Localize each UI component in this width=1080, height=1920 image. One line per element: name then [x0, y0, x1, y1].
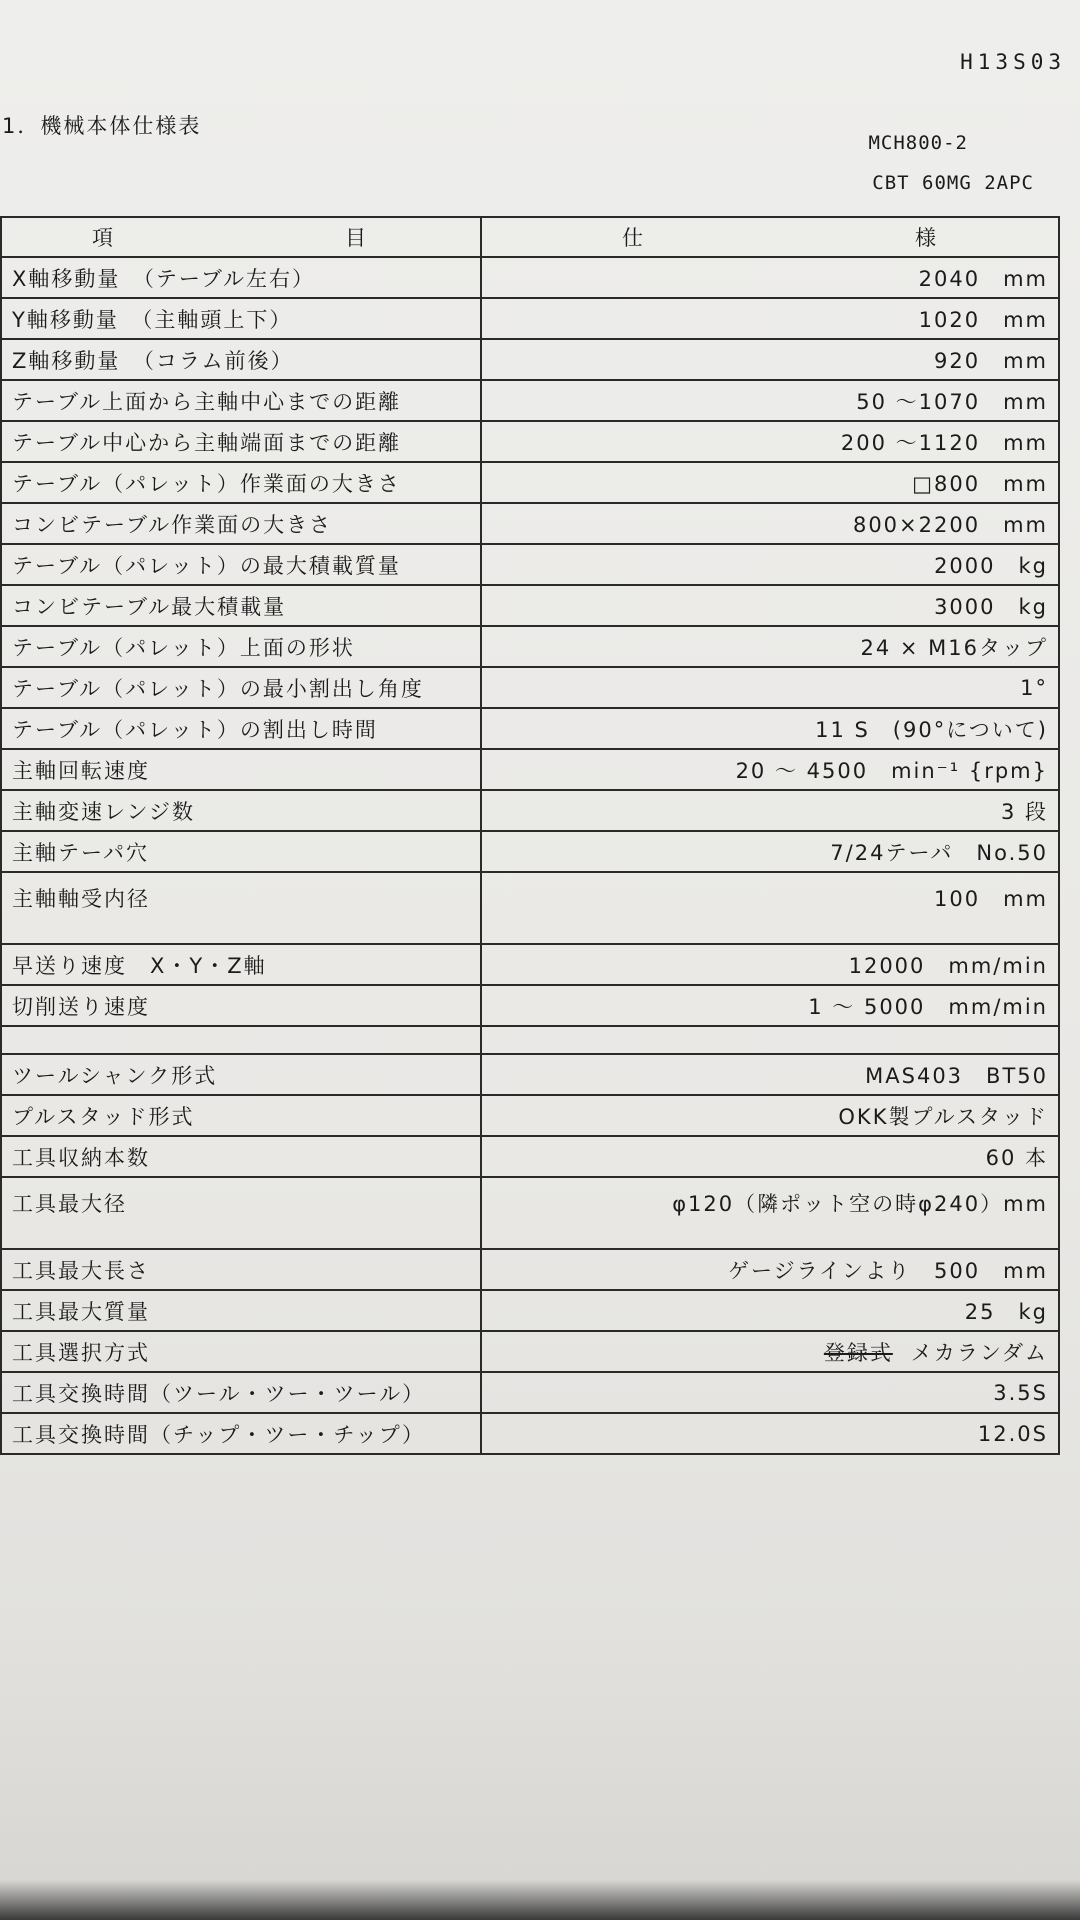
item-label: X軸移動量 （テーブル左右） — [1, 257, 481, 298]
table-row — [1, 749, 1059, 790]
item-value: 登録式 メカランダム — [481, 1331, 1059, 1372]
table-row — [1, 1249, 1059, 1290]
item-value: 25 kg — [481, 1290, 1059, 1331]
table-row — [1, 1372, 1059, 1413]
item-value: 2000 kg — [481, 544, 1059, 585]
item-value: 800×2200 mm — [481, 503, 1059, 544]
item-value: 100 mm — [481, 872, 1059, 944]
table-row — [1, 667, 1059, 708]
item-value: 50 〜1070 mm — [481, 380, 1059, 421]
item-label: 切削送り速度 — [1, 985, 481, 1026]
table-row — [1, 1136, 1059, 1177]
item-value: ゲージラインより 500 mm — [481, 1249, 1059, 1290]
page-edge-shadow — [0, 1880, 1080, 1920]
table-row — [1, 1054, 1059, 1095]
item-label: 早送り速度 X・Y・Z軸 — [1, 944, 481, 985]
table-header-row — [1, 217, 1059, 257]
spec-table — [0, 216, 1060, 1455]
item-value: 12000 mm/min — [481, 944, 1059, 985]
table-row — [1, 1290, 1059, 1331]
item-label: コンビテーブル作業面の大きさ — [1, 503, 481, 544]
item-value: □800 mm — [481, 462, 1059, 503]
table-row — [1, 1331, 1059, 1372]
table-row — [1, 1095, 1059, 1136]
model-variant: CBT 60MG 2APC — [872, 172, 1034, 194]
item-value: 1° — [481, 667, 1059, 708]
item-label: 工具最大長さ — [1, 1249, 481, 1290]
column-header-spec: 仕 様 — [481, 217, 1059, 257]
table-row — [1, 626, 1059, 667]
item-value: 3 段 — [481, 790, 1059, 831]
table-row — [1, 421, 1059, 462]
item-label: コンビテーブル最大積載量 — [1, 585, 481, 626]
item-label: Y軸移動量 （主軸頭上下） — [1, 298, 481, 339]
item-value: 20 〜 4500 min⁻¹ {rpm} — [481, 749, 1059, 790]
item-value: 2040 mm — [481, 257, 1059, 298]
item-label: 工具収納本数 — [1, 1136, 481, 1177]
struck-value: 登録式 — [823, 1340, 893, 1365]
item-label: テーブル（パレット）上面の形状 — [1, 626, 481, 667]
item-label: 工具最大質量 — [1, 1290, 481, 1331]
item-value: 11 S (90°について) — [481, 708, 1059, 749]
section-title: 1．機械本体仕様表 — [2, 114, 202, 138]
item-label: ツールシャンク形式 — [1, 1054, 481, 1095]
item-value: 200 〜1120 mm — [481, 421, 1059, 462]
table-row — [1, 708, 1059, 749]
item-value: MAS403 BT50 — [481, 1054, 1059, 1095]
model-number: MCH800-2 — [868, 132, 968, 154]
item-value: 60 本 — [481, 1136, 1059, 1177]
table-row — [1, 790, 1059, 831]
table-row — [1, 872, 1059, 944]
table-row — [1, 985, 1059, 1026]
table-spacer-row — [1, 1026, 1059, 1054]
table-row — [1, 339, 1059, 380]
item-label: 工具交換時間（チップ・ツー・チップ） — [1, 1413, 481, 1454]
item-label: 主軸変速レンジ数 — [1, 790, 481, 831]
item-value: 1020 mm — [481, 298, 1059, 339]
item-label: テーブル（パレット）作業面の大きさ — [1, 462, 481, 503]
item-label: テーブル（パレット）の最小割出し角度 — [1, 667, 481, 708]
table-row — [1, 257, 1059, 298]
item-value: 3.5S — [481, 1372, 1059, 1413]
item-label: テーブル上面から主軸中心までの距離 — [1, 380, 481, 421]
item-label: 主軸回転速度 — [1, 749, 481, 790]
item-label: 工具最大径 — [1, 1177, 481, 1249]
item-label: Z軸移動量 （コラム前後） — [1, 339, 481, 380]
table-row — [1, 1413, 1059, 1454]
item-label: テーブル中心から主軸端面までの距離 — [1, 421, 481, 462]
item-value: 24 × M16タップ — [481, 626, 1059, 667]
item-label: テーブル（パレット）の最大積載質量 — [1, 544, 481, 585]
table-row — [1, 298, 1059, 339]
table-row — [1, 944, 1059, 985]
item-label: テーブル（パレット）の割出し時間 — [1, 708, 481, 749]
table-row — [1, 462, 1059, 503]
item-label: 主軸軸受内径 — [1, 872, 481, 944]
table-row — [1, 544, 1059, 585]
item-value: 3000 kg — [481, 585, 1059, 626]
item-value: 1 〜 5000 mm/min — [481, 985, 1059, 1026]
item-value: φ120（隣ポット空の時φ240）mm — [481, 1177, 1059, 1249]
document-id: H13S03 — [960, 50, 1066, 74]
table-row — [1, 585, 1059, 626]
table-row — [1, 1177, 1059, 1249]
item-label: 工具交換時間（ツール・ツー・ツール） — [1, 1372, 481, 1413]
item-value: 920 mm — [481, 339, 1059, 380]
item-label: 工具選択方式 — [1, 1331, 481, 1372]
column-header-item: 項 目 — [1, 217, 481, 257]
table-row — [1, 503, 1059, 544]
item-label: 主軸テーパ穴 — [1, 831, 481, 872]
item-value: 12.0S — [481, 1413, 1059, 1454]
item-value: OKK製プルスタッド — [481, 1095, 1059, 1136]
item-label: プルスタッド形式 — [1, 1095, 481, 1136]
item-value: 7/24テーパ No.50 — [481, 831, 1059, 872]
table-row — [1, 380, 1059, 421]
table-row — [1, 831, 1059, 872]
